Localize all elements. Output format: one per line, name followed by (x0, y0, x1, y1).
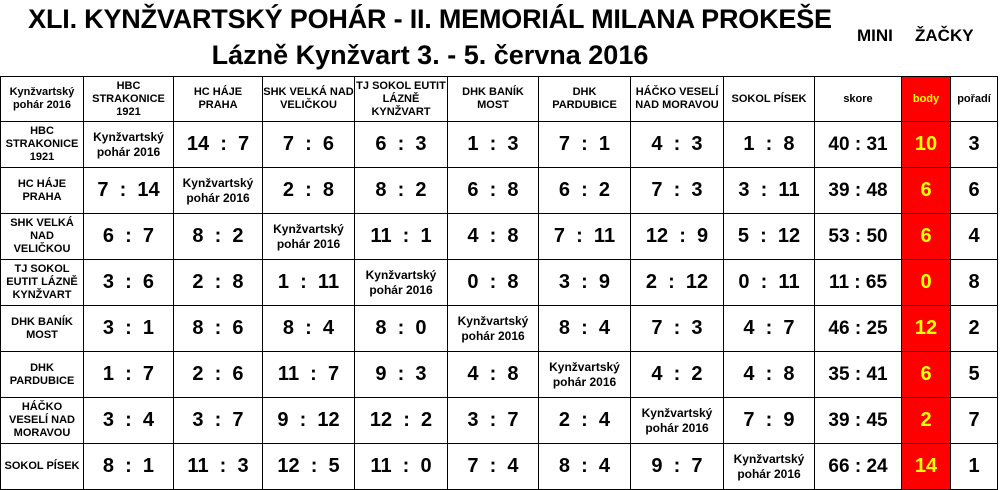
rank-cell: 2 (951, 306, 998, 352)
points-cell: 12 (902, 306, 951, 352)
score-cell: 7 : 4 (448, 444, 539, 490)
score-cell: 4 : 2 (631, 352, 724, 398)
self-match-cell: Kynžvartský pohár 2016 (174, 168, 263, 214)
score-cell: 8 : 4 (539, 444, 631, 490)
score-cell: 11 : 0 (355, 444, 448, 490)
points-cell: 10 (902, 122, 951, 168)
column-header: DHK PARDUBICE (539, 77, 631, 122)
points-cell: 2 (902, 398, 951, 444)
self-match-cell: Kynžvartský pohár 2016 (355, 260, 448, 306)
team-name: SHK VELKÁ NAD VELIČKOU (1, 214, 84, 260)
score-cell: 6 : 2 (539, 168, 631, 214)
skore-cell: 39 : 45 (815, 398, 902, 444)
score-cell: 7 : 3 (631, 306, 724, 352)
column-header: HC HÁJE PRAHA (174, 77, 263, 122)
column-header: TJ SOKOL EUTIT LÁZNĚ KYNŽVART (355, 77, 448, 122)
team-name: HÁČKO VESELÍ NAD MORAVOU (1, 398, 84, 444)
table-row (1, 122, 998, 168)
team-name: SOKOL PÍSEK (1, 444, 84, 490)
score-cell: 3 : 6 (84, 260, 174, 306)
score-cell: 2 : 4 (539, 398, 631, 444)
skore-cell: 11 : 65 (815, 260, 902, 306)
self-match-cell: Kynžvartský pohár 2016 (263, 214, 355, 260)
score-cell: 7 : 9 (724, 398, 815, 444)
column-header-poradi: pořadí (951, 77, 998, 122)
category-zacky: ŽAČKY (915, 26, 974, 45)
rank-cell: 5 (951, 352, 998, 398)
score-cell: 9 : 12 (263, 398, 355, 444)
self-match-cell: Kynžvartský pohár 2016 (84, 122, 174, 168)
points-cell: 6 (902, 168, 951, 214)
points-cell: 6 (902, 352, 951, 398)
score-cell: 4 : 8 (724, 352, 815, 398)
score-cell: 1 : 7 (84, 352, 174, 398)
score-cell: 11 : 3 (174, 444, 263, 490)
score-cell: 4 : 7 (724, 306, 815, 352)
points-cell: 6 (902, 214, 951, 260)
score-cell: 2 : 8 (174, 260, 263, 306)
team-name: HC HÁJE PRAHA (1, 168, 84, 214)
score-cell: 6 : 7 (84, 214, 174, 260)
column-header: HBC STRAKONICE 1921 (84, 77, 174, 122)
score-cell: 9 : 3 (355, 352, 448, 398)
rank-cell: 7 (951, 398, 998, 444)
score-cell: 7 : 1 (539, 122, 631, 168)
self-match-cell: Kynžvartský pohár 2016 (448, 306, 539, 352)
skore-cell: 40 : 31 (815, 122, 902, 168)
score-cell: 2 : 8 (263, 168, 355, 214)
column-header-body: body (902, 77, 951, 122)
table-row (1, 352, 998, 398)
score-cell: 3 : 4 (84, 398, 174, 444)
score-cell: 7 : 6 (263, 122, 355, 168)
score-cell: 0 : 8 (448, 260, 539, 306)
score-cell: 12 : 9 (631, 214, 724, 260)
score-cell: 11 : 1 (355, 214, 448, 260)
score-cell: 8 : 4 (263, 306, 355, 352)
score-cell: 14 : 7 (174, 122, 263, 168)
column-header: SHK VELKÁ NAD VELIČKOU (263, 77, 355, 122)
page-header (0, 0, 1008, 76)
score-cell: 7 : 11 (539, 214, 631, 260)
rank-cell: 3 (951, 122, 998, 168)
category-mini: MINI (857, 26, 893, 45)
score-cell: 9 : 7 (631, 444, 724, 490)
self-match-cell: Kynžvartský pohár 2016 (631, 398, 724, 444)
table-row (1, 168, 998, 214)
team-name: DHK PARDUBICE (1, 352, 84, 398)
score-cell: 3 : 7 (174, 398, 263, 444)
skore-cell: 39 : 48 (815, 168, 902, 214)
team-name: TJ SOKOL EUTIT LÁZNĚ KYNŽVART (1, 260, 84, 306)
skore-cell: 53 : 50 (815, 214, 902, 260)
score-cell: 7 : 14 (84, 168, 174, 214)
score-cell: 8 : 6 (174, 306, 263, 352)
table-row (1, 398, 998, 444)
self-match-cell: Kynžvartský pohár 2016 (539, 352, 631, 398)
score-cell: 8 : 2 (355, 168, 448, 214)
column-header: SOKOL PÍSEK (724, 77, 815, 122)
score-cell: 8 : 0 (355, 306, 448, 352)
tournament-title: XLI. KYNŽVARTSKÝ POHÁR - II. MEMORIÁL MILANA PROKEŠE (28, 4, 832, 34)
score-cell: 6 : 3 (355, 122, 448, 168)
rank-cell: 6 (951, 168, 998, 214)
score-cell: 0 : 11 (724, 260, 815, 306)
score-cell: 7 : 3 (631, 168, 724, 214)
score-cell: 5 : 12 (724, 214, 815, 260)
score-cell: 4 : 3 (631, 122, 724, 168)
score-cell: 3 : 11 (724, 168, 815, 214)
score-cell: 4 : 8 (448, 214, 539, 260)
tournament-subtitle: Lázně Kynžvart 3. - 5. června 2016 (211, 40, 649, 70)
score-cell: 12 : 2 (355, 398, 448, 444)
score-cell: 6 : 8 (448, 168, 539, 214)
score-cell: 3 : 1 (84, 306, 174, 352)
score-cell: 3 : 9 (539, 260, 631, 306)
score-cell: 3 : 7 (448, 398, 539, 444)
score-cell: 1 : 8 (724, 122, 815, 168)
score-cell: 11 : 7 (263, 352, 355, 398)
score-cell: 4 : 8 (448, 352, 539, 398)
team-name: HBC STRAKONICE 1921 (1, 122, 84, 168)
skore-cell: 46 : 25 (815, 306, 902, 352)
score-cell: 12 : 5 (263, 444, 355, 490)
column-header: HÁČKO VESELÍ NAD MORAVOU (631, 77, 724, 122)
score-cell: 8 : 4 (539, 306, 631, 352)
table-header-row (1, 77, 998, 122)
score-cell: 2 : 12 (631, 260, 724, 306)
rank-cell: 1 (951, 444, 998, 490)
points-cell: 0 (902, 260, 951, 306)
table-row (1, 260, 998, 306)
corner-cell: Kynžvartský pohár 2016 (1, 77, 84, 122)
column-header: DHK BANÍK MOST (448, 77, 539, 122)
skore-cell: 35 : 41 (815, 352, 902, 398)
table-row (1, 214, 998, 260)
self-match-cell: Kynžvartský pohár 2016 (724, 444, 815, 490)
score-cell: 2 : 6 (174, 352, 263, 398)
points-cell: 14 (902, 444, 951, 490)
score-cell: 8 : 1 (84, 444, 174, 490)
table-row (1, 306, 998, 352)
skore-cell: 66 : 24 (815, 444, 902, 490)
results-table (0, 76, 998, 490)
rank-cell: 4 (951, 214, 998, 260)
score-cell: 1 : 3 (448, 122, 539, 168)
team-name: DHK BANÍK MOST (1, 306, 84, 352)
score-cell: 1 : 11 (263, 260, 355, 306)
score-cell: 8 : 2 (174, 214, 263, 260)
rank-cell: 8 (951, 260, 998, 306)
column-header-skore: skore (815, 77, 902, 122)
